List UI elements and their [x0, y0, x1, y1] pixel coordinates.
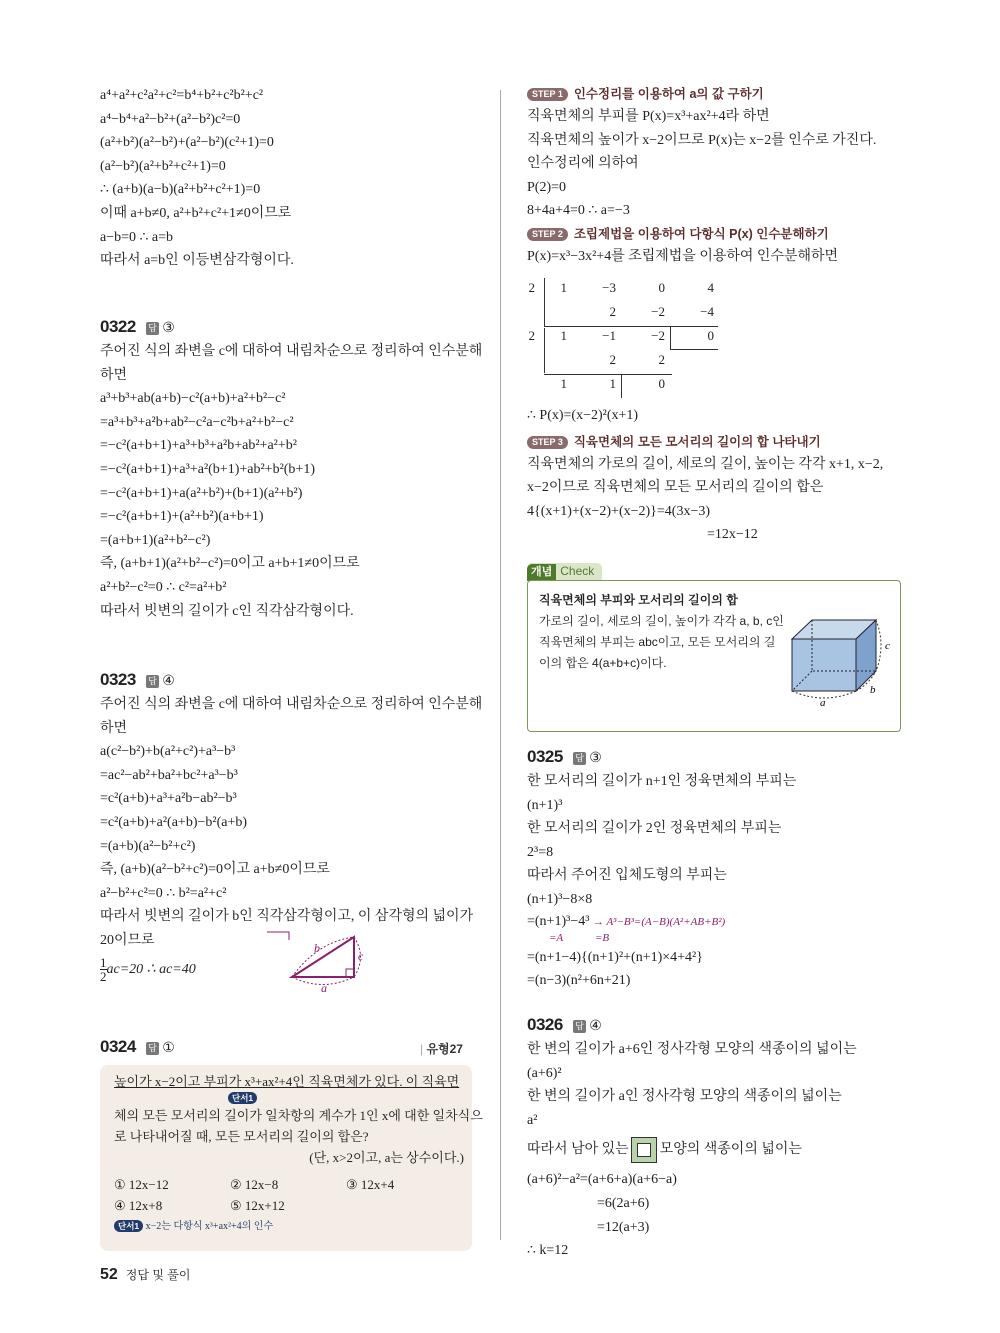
- division-cell: −2: [651, 328, 665, 343]
- hint-tag: 단서1: [228, 1092, 257, 1104]
- solution-line: (a²−b²)(a²+b²+c²+1)=0: [100, 158, 226, 174]
- step-3-line: 4{(x+1)+(x−2)+(x−2)}=4(3x−3): [527, 503, 711, 519]
- division-cell: 0: [658, 280, 665, 295]
- cuboid-figure: [786, 617, 898, 709]
- label-c: c: [358, 949, 364, 963]
- division-cell: 1: [560, 280, 567, 295]
- hint-tag: 단서1: [114, 1220, 143, 1232]
- step-3-line: 직육면체의 가로의 길이, 세로의 길이, 높이는 각각 x+1, x−2,: [527, 456, 884, 472]
- choice-4: ④ 12x+8: [114, 1198, 163, 1213]
- answer: ④: [162, 672, 175, 688]
- solution-line: 8+4a+4=0 ∴ a=−3: [527, 203, 630, 219]
- answer: ①: [162, 1039, 175, 1055]
- right-triangle-figure: [262, 922, 372, 997]
- equation: =(n+1)³−4³: [527, 913, 590, 929]
- problem-0325: [527, 744, 907, 993]
- hint-text: x−2는 다항식 x³+ax²+4의 인수: [145, 1221, 274, 1232]
- solution-line: 하면: [100, 367, 128, 383]
- solution-line: 따라서 a=b인 이등변삼각형이다.: [100, 253, 294, 269]
- formula-note: → A³−B³=(A−B)(A²+AB+B²): [592, 915, 726, 928]
- label-b: b: [870, 684, 876, 696]
- concept-check-tab: 개념 Check: [527, 563, 602, 580]
- solution-line: 주어진 식의 좌변을 c에 대하여 내림차순으로 정리하여 인수분해: [100, 697, 483, 712]
- solution-0324-cont: [527, 404, 907, 547]
- solution-line: =−c²(a+b+1)+a³+b³+a²b+ab²+a²+b²: [100, 438, 297, 454]
- type-label: | 유형27: [420, 1042, 463, 1056]
- concept-check-box: [527, 580, 901, 732]
- label-a: a: [820, 697, 826, 709]
- solution-line: (a²+b²)(a²−b²)+(a²−b²)(c²+1)=0: [100, 135, 274, 151]
- division-cell: −2: [651, 304, 665, 319]
- problem-line: 로 나타내어질 때, 모든 모서리의 길이의 합은?: [114, 1129, 369, 1144]
- solution-line: =(n−3)(n²+6n+21): [527, 973, 631, 989]
- division-cell: 1: [609, 376, 616, 391]
- solution-0324: [527, 83, 907, 269]
- solution-line: a(c²−b²)+b(a²+c²)+a³−b³: [100, 744, 236, 760]
- page-number: 52: [100, 1266, 118, 1283]
- divisor: 2: [528, 280, 535, 295]
- division-cell: 2: [609, 304, 616, 319]
- division-cell: −3: [602, 280, 616, 295]
- solution-line: =−c²(a+b+1)+a³+a²(b+1)+ab²+b²(b+1): [100, 461, 315, 477]
- answer-icon: 답: [146, 1042, 159, 1055]
- solution-line: 직육면체의 높이가 x−2이므로 P(x)는 x−2를 인수로 가진다.: [527, 132, 877, 148]
- solution-line: 2³=8: [527, 844, 554, 860]
- solution-line: 이때 a+b≠0, a²+b²+c²+1≠0이므로: [100, 205, 292, 221]
- division-cell: 1: [560, 376, 567, 391]
- calc-line: ∴ k=12: [527, 1243, 569, 1259]
- division-cell: 4: [707, 280, 714, 295]
- choice-5: ⑤ 12x+12: [230, 1198, 285, 1213]
- solution-line: 한 모서리의 길이가 n+1인 정육면체의 부피는: [527, 774, 797, 789]
- choice-2: ② 12x−8: [230, 1177, 279, 1192]
- problem-number: 0324: [100, 1037, 136, 1056]
- solution-line: (a+6)²: [527, 1065, 562, 1081]
- top-solution-block: [100, 84, 294, 273]
- solution-line: 따라서 주어진 입체도형의 부피는: [527, 868, 727, 884]
- solution-line: 인수정리에 의하여: [527, 156, 639, 172]
- answer: ④: [589, 1017, 602, 1033]
- answer-icon: 답: [573, 1020, 586, 1033]
- problem-line: 체의 모든 모서리의 길이가 일차항의 계수가 1인 x에 대한 일차식으: [114, 1108, 483, 1123]
- answer: ③: [589, 749, 602, 765]
- solution-line: =−c²(a+b+1)+a(a²+b²)+(b+1)(a²+b²): [100, 485, 303, 501]
- solution-line: (n+1)³: [527, 797, 563, 813]
- step-3-line: =12x−12: [707, 527, 758, 543]
- problem-number: 0325: [527, 747, 563, 766]
- fraction-numerator: 1: [100, 954, 107, 970]
- problem-0322: [100, 314, 482, 623]
- difference-of-cubes-line: [527, 912, 907, 946]
- problem-box: [100, 1065, 483, 1251]
- solution-line: =(n+1−4){(n+1)²+(n+1)×4+4²}: [527, 949, 703, 965]
- solution-line: 한 변의 길이가 a+6인 정사각형 모양의 색종이의 넓이는: [527, 1042, 857, 1057]
- arrow-connector: [267, 932, 289, 940]
- step-3-line: x−2이므로 직육면체의 모든 모서리의 길이의 합은: [527, 480, 824, 496]
- solution-line: 하면: [100, 720, 128, 736]
- problem-number: 0323: [100, 670, 136, 689]
- solution-line: =c²(a+b)+a³+a²b−ab²−b³: [100, 791, 237, 807]
- step-2-line: P(x)=x³−3x²+4를 조립제법을 이용하여 인수분해하면: [527, 248, 839, 264]
- solution-line: P(2)=0: [527, 179, 567, 195]
- solution-line: =(a+b+1)(a²+b²−c²): [100, 532, 211, 548]
- solution-line: a⁴−b⁴+a²−b²+(a²−b²)c²=0: [100, 111, 241, 127]
- division-cell: 0: [707, 328, 714, 343]
- divisor: 2: [528, 328, 535, 343]
- step-2-heading: STEP 2 조립제법을 이용하여 다항식 P(x) 인수분해하기: [527, 223, 907, 245]
- problem-condition: (단, x>2이고, a는 상수이다.): [309, 1150, 464, 1165]
- solution-line: 따라서 빗변의 길이가 c인 직각삼각형이다.: [100, 603, 354, 619]
- choice-3: ③ 12x+4: [346, 1177, 395, 1192]
- solution-line: a²: [527, 1112, 538, 1128]
- solution-line: a²+b²−c²=0 ∴ c²=a²+b²: [100, 579, 227, 595]
- solution-line: a²−b²+c²=0 ∴ b²=a²+c²: [100, 885, 227, 901]
- solution-line: 20이므로: [100, 932, 155, 948]
- triangle: [292, 937, 354, 977]
- area-result: ac=20 ∴ ac=40: [106, 961, 196, 977]
- solution-text: 따라서 남아 있는: [527, 1142, 629, 1158]
- solution-line: =c²(a+b)+a²(a+b)−b²(a+b): [100, 814, 248, 830]
- problem-line: 높이가 x−2이고 부피가 x³+ax²+4인 직육면체가 있다. 이 직육면: [114, 1074, 460, 1089]
- label-a: a: [321, 981, 327, 995]
- solution-line: =ac²−ab²+ba²+bc²+a³−b³: [100, 767, 238, 783]
- solution-line: =a³+b³+a²b+ab²−c²a−c²b+a²+b²−c²: [100, 414, 294, 430]
- calc-line: =6(2a+6): [597, 1195, 650, 1211]
- calc-line: =12(a+3): [597, 1219, 650, 1235]
- calc-line: (a+6)²−a²=(a+6+a)(a+6−a): [527, 1172, 677, 1188]
- solution-line: 한 변의 길이가 a인 정사각형 모양의 색종이의 넓이는: [527, 1089, 842, 1105]
- concept-line: 직육면체의 부피는 abc이고, 모든 모서리의 길: [539, 635, 776, 649]
- solution-line: a³+b³+ab(a+b)−c²(a+b)+a²+b²−c²: [100, 391, 286, 407]
- fraction-denominator: 2: [100, 968, 107, 984]
- solution-text: 모양의 색종이의 넓이는: [659, 1142, 802, 1158]
- problem-number: 0322: [100, 317, 136, 336]
- concept-line: 가로의 길이, 세로의 길이, 높이가 각각 a, b, c인: [539, 614, 784, 628]
- label-c: c: [885, 640, 890, 652]
- problem-number: 0326: [527, 1015, 563, 1034]
- solution-line: a−b=0 ∴ a=b: [100, 229, 174, 245]
- solution-line: =−c²(a+b+1)+(a²+b²)(a+b+1): [100, 509, 264, 525]
- column-divider: [500, 90, 501, 1240]
- division-cell: 2: [609, 352, 616, 367]
- frame-shape-icon: [632, 1138, 656, 1162]
- choice-1: ① 12x−12: [114, 1177, 169, 1192]
- label-b: b: [314, 941, 320, 955]
- solution-line: ∴ (a+b)(a−b)(a²+b²+c²+1)=0: [100, 182, 261, 198]
- factor-result: ∴ P(x)=(x−2)²(x+1): [527, 408, 639, 423]
- step-1-heading: STEP 1 인수정리를 이용하여 a의 값 구하기: [527, 83, 907, 105]
- right-angle-mark: [346, 969, 354, 977]
- division-cell: −4: [700, 304, 714, 319]
- answer-icon: 답: [146, 322, 159, 335]
- footer-label: 정답 및 풀이: [125, 1268, 191, 1282]
- page-footer: [100, 1266, 190, 1284]
- division-cell: 0: [658, 376, 665, 391]
- solution-line: =(a+b)(a²−b²+c²): [100, 838, 196, 854]
- concept-line: 이의 합은 4(a+b+c)이다.: [539, 656, 667, 670]
- division-cell: −1: [602, 328, 616, 343]
- solution-line: 직육면체의 부피를 P(x)=x³+ax²+4라 하면: [527, 109, 770, 124]
- division-cell: 2: [658, 352, 665, 367]
- solution-line: 즉, (a+b+1)(a²+b²−c²)=0이고 a+b+1≠0이므로: [100, 556, 360, 572]
- solution-line: 따라서 빗변의 길이가 b인 직각삼각형이고, 이 삼각형의 넓이가: [100, 909, 474, 925]
- sub-a: =A: [549, 931, 564, 944]
- solution-line: (n+1)³−8×8: [527, 891, 593, 907]
- solution-line: a⁴+a²+c²a²+c²=b⁴+b²+c²b²+c²: [100, 88, 264, 103]
- answer-icon: 답: [146, 675, 159, 688]
- cuboid-front: [792, 639, 856, 691]
- answer: ③: [162, 319, 175, 335]
- answer-icon: 답: [573, 752, 586, 765]
- solution-line: 즉, (a+b)(a²−b²+c²)=0이고 a+b≠0이므로: [100, 862, 330, 878]
- problem-0324: [100, 1034, 174, 1060]
- problem-0326: [527, 1012, 907, 1263]
- step-3-heading: STEP 3 직육면체의 모든 모서리의 길이의 합 나타내기: [527, 431, 907, 453]
- solution-line: 한 모서리의 길이가 2인 정육면체의 부피는: [527, 821, 782, 837]
- concept-title: 직육면체의 부피와 모서리의 길이의 합: [539, 593, 738, 607]
- division-cell: 1: [560, 328, 567, 343]
- synthetic-division: [527, 278, 727, 398]
- sub-b: =B: [595, 931, 610, 944]
- solution-line: 주어진 식의 좌변을 c에 대하여 내림차순으로 정리하여 인수분해: [100, 344, 483, 359]
